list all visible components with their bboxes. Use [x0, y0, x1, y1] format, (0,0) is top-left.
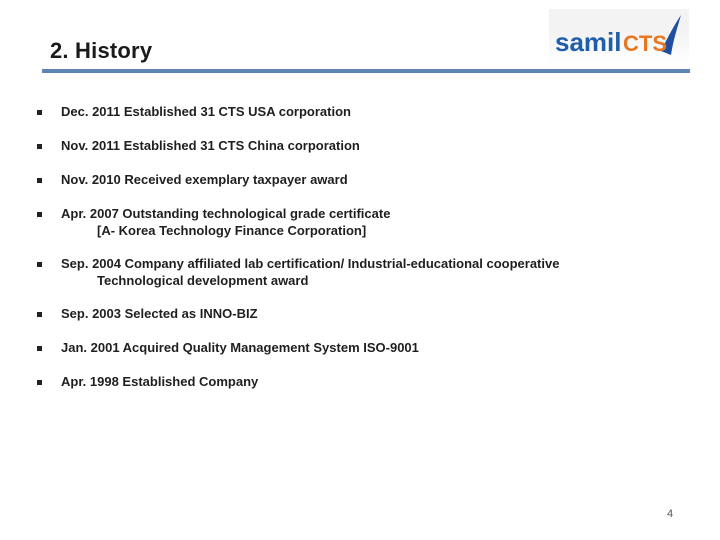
bullet-icon: [37, 312, 42, 317]
history-item: Nov. 2011 Established 31 CTS China corporation: [61, 138, 360, 153]
history-item: Apr. 1998 Established Company: [61, 374, 259, 389]
bullet-icon: [37, 178, 42, 183]
company-logo: [549, 9, 689, 65]
history-item: Jan. 2001 Acquired Quality Management System ISO-9001: [61, 340, 419, 355]
history-item: Nov. 2010 Received exemplary taxpayer award: [61, 172, 348, 187]
title-underline: [42, 69, 690, 73]
slide-title: 2. History: [50, 38, 153, 63]
bullet-icon: [37, 346, 42, 351]
history-item-continuation: [A- Korea Technology Finance Corporation]: [97, 223, 367, 238]
history-item: Sep. 2003 Selected as INNO-BIZ: [61, 306, 258, 321]
logo-graphic: [549, 9, 689, 65]
history-item: Sep. 2004 Company affiliated lab certification/ Industrial-educational cooperative: [61, 256, 560, 271]
bullet-icon: [37, 380, 42, 385]
bullet-icon: [37, 262, 42, 267]
page-number: 4: [667, 508, 674, 520]
logo-samil-text: samil: [555, 27, 622, 57]
history-item: Dec. 2011 Established 31 CTS USA corporation: [61, 104, 351, 119]
history-item-continuation: Technological development award: [97, 273, 309, 288]
bullet-icon: [37, 212, 42, 217]
history-item: Apr. 2007 Outstanding technological grade certificate: [61, 206, 391, 221]
bullet-icon: [37, 110, 42, 115]
logo-cts-text: CTS: [623, 31, 667, 56]
bullet-icon: [37, 144, 42, 149]
